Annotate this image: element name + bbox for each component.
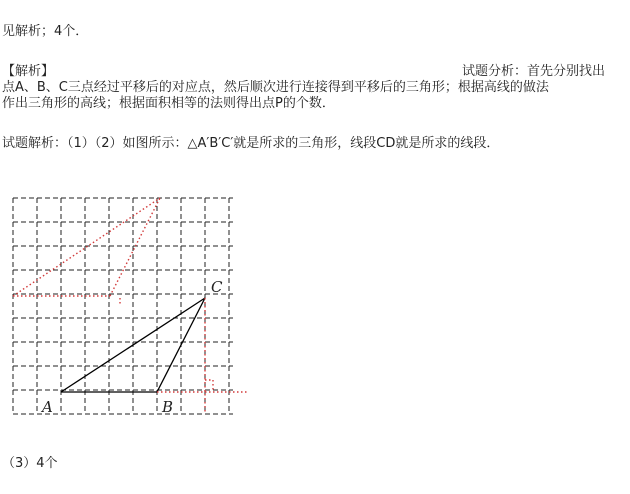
translated-triangle [13, 198, 160, 306]
height-cd [157, 298, 248, 412]
analysis-line-2: 点A、B、C三点经过平移后的对应点，然后顺次进行连接得到平移后的三角形；根据高线的做法 [2, 80, 549, 95]
point-label-c: C [211, 278, 223, 296]
analysis-line-3: 作出三角形的高线；根据面积相等的法则得出点P的个数． [2, 96, 335, 111]
solution-line: 试题解析：（1）（2）如图所示：△A′B′C′就是所求的三角形，线段CD就是所求的线段． [2, 136, 500, 151]
analysis-line1-tail: 首先分别找出 [527, 64, 606, 79]
part3-answer: （3）4个 [2, 456, 58, 471]
analysis-header: 【解析】 [2, 64, 55, 79]
answer-line: 见解析；4个． [2, 24, 89, 39]
dashed-grid [13, 198, 233, 414]
point-label-a: A [42, 398, 53, 416]
point-label-b: B [162, 398, 174, 416]
analysis-label-text: 试题分析： [462, 64, 528, 79]
